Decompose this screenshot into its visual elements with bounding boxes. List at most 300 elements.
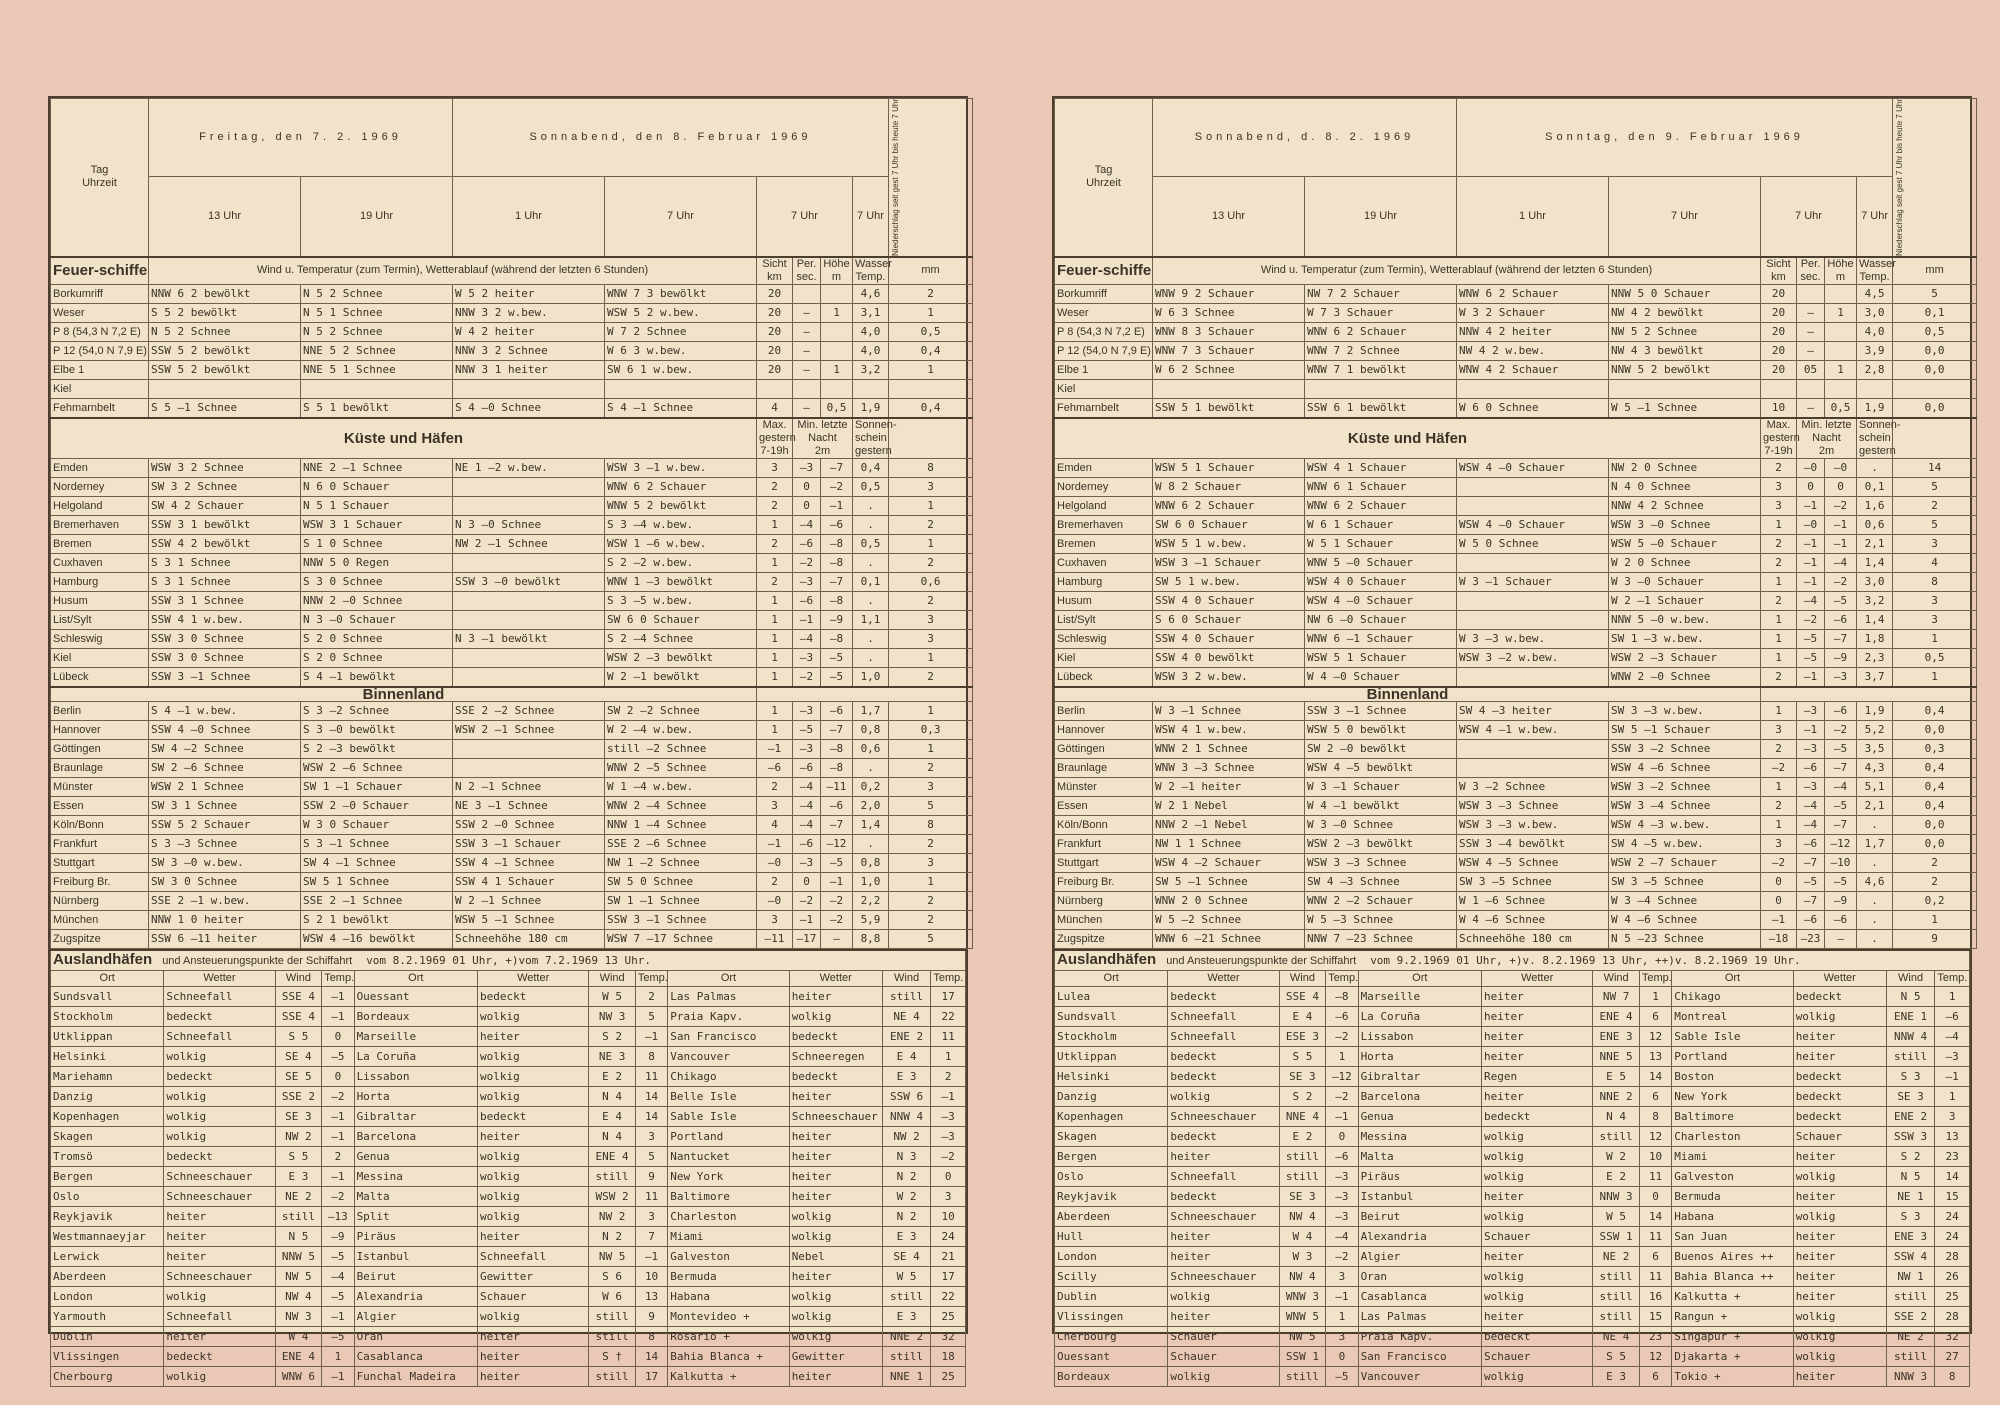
port-temp: 22 [931,1286,966,1306]
port-name: Bergen [1055,1146,1168,1166]
port-weather: heiter [1793,1046,1886,1066]
port-name: Dublin [51,1326,164,1346]
port-wind: S † [589,1346,636,1366]
uhrzeit-label: Uhrzeit [1086,177,1121,190]
nied-value: 1 [889,496,973,515]
port-weather: Schauer [1168,1326,1279,1346]
wasser-value [853,379,889,398]
port-wind: still [589,1326,636,1346]
sonne-value: . [1857,853,1893,872]
nied-value: 3 [1893,610,1977,629]
obs-13: S 4 –1 w.bew. [149,701,301,720]
min2-value: –2 [793,553,821,572]
port-temp: 32 [931,1326,966,1346]
port-wind: S 3 [1886,1206,1935,1226]
max-value: 2 [757,477,793,496]
nied-value [1893,379,1977,398]
obs-1 [453,379,605,398]
port-name: Helsinki [51,1046,164,1066]
min2-value: 0 [793,496,821,515]
obs-7: NNW 5 0 Schauer [1609,284,1761,303]
max-value: 2 [1761,553,1797,572]
obs-13: WSW 4 1 w.bew. [1153,720,1305,739]
obs-1: W 4 –6 Schnee [1457,910,1609,929]
feuerschiff-row [1055,284,1977,303]
min2-value: –2 [793,667,821,687]
sonne-value: . [853,648,889,667]
port-name: Algier [1358,1246,1481,1266]
ports-table [50,949,966,1387]
port-name: Kalkutta + [1672,1286,1793,1306]
ausland-header [51,950,966,971]
time-19: 19 Uhr [301,176,453,257]
port-weather: heiter [164,1226,275,1246]
port-name: Rosario + [668,1326,789,1346]
min5-value: –6 [1825,701,1857,720]
port-temp: –1 [931,1086,966,1106]
min5-value: –5 [821,667,853,687]
port-name: Danzig [1055,1086,1168,1106]
max-value: 2 [757,872,793,891]
kueste-row [1055,591,1977,610]
port-row [51,1266,966,1286]
port-wind: WNW 5 [1279,1306,1326,1326]
sicht-value: 20 [757,303,793,322]
kueste-row [51,496,973,515]
port-temp: –6 [1326,1146,1358,1166]
station-name: Essen [1055,796,1153,815]
day1-heading: Sonnabend, d. 8. 2. 1969 [1153,99,1457,177]
obs-13: SSW 4 2 bewölkt [149,534,301,553]
obs-13: WNW 3 –3 Schnee [1153,758,1305,777]
port-row [1055,1226,1970,1246]
nied-value: 0,3 [889,720,973,739]
port-wind: SSE 4 [275,1006,322,1026]
sonne-value: 3,2 [1857,591,1893,610]
port-name: Funchal Madeira [354,1366,477,1386]
feuerschiff-row [51,284,973,303]
port-weather: Schneeschauer [1168,1106,1279,1126]
port-weather: bedeckt [1168,1186,1279,1206]
port-name: Horta [354,1086,477,1106]
port-temp: –2 [1326,1026,1358,1046]
port-weather: wolkig [478,1006,589,1026]
min5-value: –7 [1825,815,1857,834]
port-temp: 3 [1326,1326,1358,1346]
port-name: Utklippan [1055,1046,1168,1066]
station-name: Kiel [51,379,149,398]
port-weather: bedeckt [1482,1106,1593,1126]
sonne-value: 1,9 [1857,701,1893,720]
port-weather: bedeckt [164,1346,275,1366]
min2-value: –4 [1797,815,1825,834]
port-temp: 2 [322,1146,354,1166]
port-temp: 24 [1935,1226,1970,1246]
obs-19: WNW 6 2 Schauer [1305,496,1457,515]
obs-1: W 3 –2 Schnee [1457,777,1609,796]
port-wind: NE 4 [1593,1326,1640,1346]
port-temp: 0 [1326,1346,1358,1366]
port-temp: 1 [322,1346,354,1366]
station-name: Braunlage [51,758,149,777]
obs-7: S 3 –4 w.bew. [605,515,757,534]
kueste-row [1055,629,1977,648]
min2-value: –1 [1797,572,1825,591]
per-heading: Per. sec. [793,257,821,285]
port-weather: Schauer [1482,1346,1593,1366]
station-name: Braunlage [1055,758,1153,777]
obs-19: SW 4 –3 Schnee [1305,872,1457,891]
port-temp: 8 [1935,1366,1970,1386]
min5-value: –1 [1825,534,1857,553]
port-weather: Schneefall [1168,1006,1279,1026]
port-wind: W 4 [1279,1226,1326,1246]
port-wind: SE 3 [275,1106,322,1126]
port-temp: 18 [931,1346,966,1366]
ports-column-header [1055,970,1970,986]
kueste-row [1055,458,1977,477]
max-value: 0 [1761,872,1797,891]
port-row [1055,1046,1970,1066]
port-name: Lerwick [51,1246,164,1266]
port-wind: NW 3 [589,1006,636,1026]
max-value: 3 [1761,477,1797,496]
nied-value: 5 [1893,284,1977,303]
port-wind: still [1886,1286,1935,1306]
obs-19: SW 5 1 Schnee [301,872,453,891]
port-temp: –2 [1326,1086,1358,1106]
port-wind: NE 1 [1886,1186,1935,1206]
per-value [1797,379,1825,398]
port-temp: 11 [931,1026,966,1046]
port-wind: W 6 [589,1286,636,1306]
station-name: Zugspitze [51,929,149,948]
min2-value: –3 [793,853,821,872]
port-row [51,1166,966,1186]
min2-value: –2 [793,891,821,910]
port-weather: heiter [478,1326,589,1346]
port-temp: 16 [1639,1286,1671,1306]
kueste-header-title: Küste und Häfen [1055,418,1761,459]
max-value: 1 [1761,701,1797,720]
port-row [1055,1086,1970,1106]
niederschlag-label: Niederschlag seit gest 7 Uhr bis heute 7 Uhr [891,99,901,256]
port-temp: 0 [1639,1186,1671,1206]
port-temp: 7 [635,1226,667,1246]
station-name: Bremerhaven [1055,515,1153,534]
sonne-value: . [1857,891,1893,910]
max-value: 1 [757,515,793,534]
max-value: –0 [757,853,793,872]
hoehe-value: 1 [1825,360,1857,379]
min5-value: –5 [1825,591,1857,610]
obs-13: SSW 5 2 Schauer [149,815,301,834]
port-temp: 14 [1639,1066,1671,1086]
obs-19: WSW 4 –0 Schauer [1305,591,1457,610]
obs-7: SSW 3 –2 Schnee [1609,739,1761,758]
sonne-value: 0,8 [853,720,889,739]
port-weather: wolkig [789,1206,882,1226]
min5-value: –9 [1825,648,1857,667]
col-wetter: Wetter [478,970,589,986]
col-wetter: Wetter [164,970,275,986]
min5-value: – [821,929,853,948]
sonne-value: 0,4 [853,458,889,477]
sonne-value: 2,1 [1857,534,1893,553]
time-1: 1 Uhr [1457,176,1609,257]
obs-7: W 2 –1 Schauer [1609,591,1761,610]
port-temp: –2 [322,1186,354,1206]
obs-1: WSW 5 –1 Schnee [453,910,605,929]
port-weather: heiter [1168,1226,1279,1246]
port-weather: bedeckt [478,1106,589,1126]
port-weather: heiter [478,1026,589,1046]
port-wind: ENE 2 [882,1026,931,1046]
port-wind: still [589,1306,636,1326]
nied-value: 0,6 [889,572,973,591]
obs-7: W 5 –1 Schnee [1609,398,1761,418]
station-name: Hamburg [51,572,149,591]
nied-value: 0,5 [1893,648,1977,667]
station-name: P 8 (54,3 N 7,2 E) [51,322,149,341]
obs-7: WNW 1 –3 bewölkt [605,572,757,591]
port-temp: 10 [635,1266,667,1286]
port-wind: N 4 [589,1086,636,1106]
min2-value: –3 [1797,701,1825,720]
port-temp: 24 [1935,1206,1970,1226]
obs-1: S 4 –0 Schnee [453,398,605,418]
min5-value: –7 [821,572,853,591]
max-value: 2 [1761,796,1797,815]
port-wind: N 2 [882,1206,931,1226]
binnen-row [51,796,973,815]
obs-7: N 5 –23 Schnee [1609,929,1761,948]
port-temp: 12 [1639,1026,1671,1046]
min5-value: –3 [1825,667,1857,687]
obs-1: SSW 2 –0 Schnee [453,815,605,834]
feuerschiff-row [51,360,973,379]
sonne-value: 4,3 [1857,758,1893,777]
port-name: Vancouver [1358,1366,1481,1386]
hoehe-value [821,379,853,398]
nied-value: 3 [889,477,973,496]
kueste-row [51,629,973,648]
hoehe-value [1825,284,1857,303]
port-temp: –1 [322,1106,354,1126]
port-name: Singapur + [1672,1326,1793,1346]
min5-value: –11 [821,777,853,796]
station-name: Bremen [51,534,149,553]
min5-value: –4 [1825,553,1857,572]
port-temp: 15 [1935,1186,1970,1206]
col-temp: Temp. [1935,970,1970,986]
station-name: Helgoland [1055,496,1153,515]
hoehe-value: 1 [821,360,853,379]
port-temp: 32 [1935,1326,1970,1346]
min5-value: –7 [1825,758,1857,777]
port-temp: 3 [1935,1106,1970,1126]
obs-19: NNE 5 2 Schnee [301,341,453,360]
min2-value: –3 [793,572,821,591]
max-value: 1 [1761,629,1797,648]
time-7-waves: 7 Uhr [757,176,853,257]
obs-1: SW 3 –5 Schnee [1457,872,1609,891]
obs-1: WSW 4 –0 Schauer [1457,515,1609,534]
sonne-value: 3,0 [1857,572,1893,591]
nied-value: 8 [1893,572,1977,591]
port-name: Split [354,1206,477,1226]
min5-value: –2 [1825,720,1857,739]
port-wind: NW 2 [882,1126,931,1146]
kueste-row [1055,610,1977,629]
station-name: Köln/Bonn [51,815,149,834]
feuerschiff-row [51,303,973,322]
obs-13: WSW 2 1 Schnee [149,777,301,796]
port-weather: wolkig [789,1306,882,1326]
port-wind: NNW 3 [1593,1186,1640,1206]
sicht-value: 20 [757,322,793,341]
nied-value: 0,5 [1893,322,1977,341]
obs-7: NW 4 3 bewölkt [1609,341,1761,360]
station-name: P 12 (54,0 N 7,9 E) [1055,341,1153,360]
time-7: 7 Uhr [1609,176,1761,257]
port-weather: bedeckt [478,986,589,1006]
min2-value: –17 [793,929,821,948]
obs-7: W 4 –6 Schnee [1609,910,1761,929]
obs-13: WSW 3 2 w.bew. [1153,667,1305,687]
min2-value: –4 [793,815,821,834]
port-weather: wolkig [1793,1166,1886,1186]
port-wind: still [589,1166,636,1186]
time-7-water: 7 Uhr [853,176,889,257]
nied-value: 1 [889,303,973,322]
port-weather: heiter [164,1206,275,1226]
port-wind: still [1593,1286,1640,1306]
obs-7: WSW 1 –6 w.bew. [605,534,757,553]
obs-7: WSW 5 2 w.bew. [605,303,757,322]
port-wind: S 5 [1279,1046,1326,1066]
port-name: London [1055,1246,1168,1266]
col-wind: Wind [1886,970,1935,986]
port-wind: NW 5 [1279,1326,1326,1346]
nied-value: 0,3 [1893,739,1977,758]
binnen-row [51,853,973,872]
feuerschiff-row [1055,341,1977,360]
obs-13: NW 1 1 Schnee [1153,834,1305,853]
feuerschiff-row [51,398,973,418]
obs-19: NNE 2 –1 Schnee [301,458,453,477]
obs-1: SSW 4 1 Schauer [453,872,605,891]
port-temp: 6 [1639,1246,1671,1266]
min5-value: –4 [1825,777,1857,796]
obs-13: S 3 –3 Schnee [149,834,301,853]
obs-7: N 4 0 Schnee [1609,477,1761,496]
hoehe-value: 1 [821,303,853,322]
obs-13: SW 3 2 Schnee [149,477,301,496]
port-weather: wolkig [478,1046,589,1066]
port-name: Bermuda [1672,1186,1793,1206]
feuerschiff-row [51,322,973,341]
port-row [51,1086,966,1106]
binnen-row [51,720,973,739]
min2-value: –3 [793,458,821,477]
col-wetter: Wetter [1482,970,1593,986]
nied-value: 5 [1893,515,1977,534]
obs-19: WNW 7 2 Schnee [1305,341,1457,360]
obs-7: WSW 7 –17 Schnee [605,929,757,948]
obs-1 [1457,553,1609,572]
obs-7: W 2 0 Schnee [1609,553,1761,572]
port-temp: 3 [931,1186,966,1206]
obs-7: still –2 Schnee [605,739,757,758]
obs-7: SW 5 0 Schnee [605,872,757,891]
binnen-header [51,687,973,702]
station-name: Schleswig [1055,629,1153,648]
feuerschiffe-title: Feuer-schiffe [1055,257,1153,285]
sicht-value: 4 [757,398,793,418]
port-name: Beirut [354,1266,477,1286]
obs-13: WSW 3 –1 Schauer [1153,553,1305,572]
feuerschiff-row [1055,398,1977,418]
port-temp: –1 [1935,1066,1970,1086]
wasser-value: 1,9 [1857,398,1893,418]
port-name: Belle Isle [668,1086,789,1106]
port-temp: –1 [1326,1286,1358,1306]
min5-value: –7 [821,458,853,477]
port-temp: 2 [931,1066,966,1086]
port-weather: heiter [164,1246,275,1266]
min5-value: –6 [1825,910,1857,929]
min5-value: –2 [821,891,853,910]
col-wind: Wind [882,970,931,986]
obs-19: W 3 0 Schauer [301,815,453,834]
ausland-time: vom 8.2.1969 01 Uhr, +)vom 7.2.1969 13 Uhr. [366,953,651,967]
obs-7: NW 1 –2 Schnee [605,853,757,872]
obs-13: W 6 3 Schnee [1153,303,1305,322]
obs-19: WSW 4 –5 bewölkt [1305,758,1457,777]
binnen-row [1055,739,1977,758]
obs-7: W 7 2 Schnee [605,322,757,341]
station-name: Hannover [1055,720,1153,739]
hoehe-value [1825,341,1857,360]
port-weather: wolkig [789,1226,882,1246]
nied-value: 2 [1893,872,1977,891]
station-name: Stuttgart [51,853,149,872]
obs-13: WNW 9 2 Schauer [1153,284,1305,303]
port-wind: still [1886,1046,1935,1066]
port-temp: –9 [322,1226,354,1246]
obs-13 [149,379,301,398]
port-wind: NE 3 [589,1046,636,1066]
obs-1: NE 1 –2 w.bew. [453,458,605,477]
obs-19: NW 7 2 Schauer [1305,284,1457,303]
binnen-header [1055,687,1977,702]
obs-7: WSW 2 –3 bewölkt [605,648,757,667]
obs-7: SW 6 0 Schauer [605,610,757,629]
obs-7: WNW 2 –0 Schnee [1609,667,1761,687]
nied-value: 1 [889,739,973,758]
obs-19: N 5 2 Schnee [301,322,453,341]
obs-1 [453,591,605,610]
port-weather: wolkig [164,1106,275,1126]
sonne-value: 3,5 [1857,739,1893,758]
col-ort: Ort [1358,970,1481,986]
port-weather: wolkig [478,1186,589,1206]
sonne-value: 1,4 [1857,553,1893,572]
port-weather: wolkig [164,1046,275,1066]
obs-1: W 5 0 Schnee [1457,534,1609,553]
obs-19: N 5 1 Schauer [301,496,453,515]
